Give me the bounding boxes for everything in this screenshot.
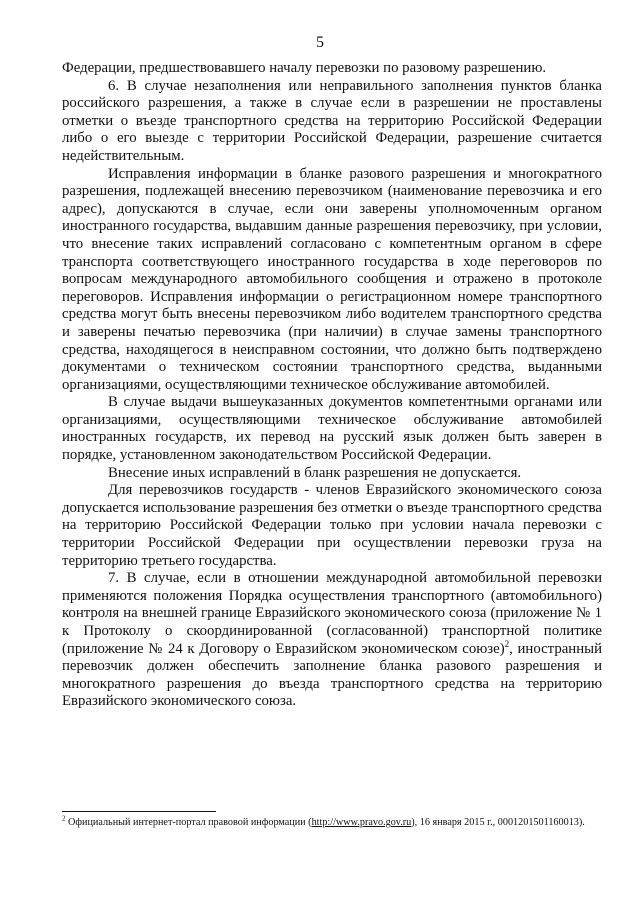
- paragraph-7: [62, 570, 602, 711]
- paragraph-other-corrections: Внесение иных исправлений в бланк разрешения не допускается.: [108, 464, 522, 481]
- paragraph-corrections: Исправления информации в бланке разового разрешения и многократного разрешения, подлежащей внесению перевозчиком (наименование перевозчика и его адрес), допускаются в случае, если они заверены уполномоченным органом иностранного государства, выдавшим данные разрешения перевозчику, при условии, что внесение таких исправлений согласовано с компетентным органом в сфере транспорта соответствующего иностранного государства в ходе переговоров по вопросам международного автомобильного сообщения и отражено в протоколе переговоров. Исправления информации о регистрационном номере транспортного средства могут быть внесены перевозчиком либо водителем транспортного средства и заверены печатью перевозчика (при наличии) в случае замены транспортного средства, находящегося в неисправном состоянии, что должно быть подтверждено документами о техническом состоянии транспортного средства, выданными организациями, осуществляющими техническое обслуживание автомобилей.: [62, 165, 602, 393]
- paragraph-7-text-end: , иностранный перевозчик должен обеспечить заполнение бланка разового разрешения и многократного разрешения до въезда транспортного средства на территорию Евразийского экономического союза.: [62, 640, 602, 710]
- footnote-separator: [62, 811, 216, 812]
- footnote-mark: 2: [62, 814, 66, 823]
- footnote-text-start: Официальный интернет-портал правовой информации (: [65, 817, 312, 828]
- footnote-reference[interactable]: 2: [504, 638, 510, 649]
- paragraph-eaeu-carriers: Для перевозчиков государств - членов Евразийского экономического союза допускается использование разрешения без отметки о въезде транспортного средства на территорию Российской Федерации только при условии начала перевозки с территории Российской Федерации при осуществлении перевозки груза на территорию третьего государства.: [62, 482, 602, 569]
- footnote: [62, 814, 608, 830]
- paragraph-6: 6. В случае незаполнения или неправильного заполнения пунктов бланка российского разрешения, а также в случае если в разрешении не проставлены отметки о въезде транспортного средства на территорию Российской Федерации либо о его выезде с территории Российской Федерации, разрешение считается недействительным.: [62, 77, 602, 164]
- document-body: [62, 60, 602, 711]
- paragraph-7-text-start: 7. В случае, если в отношении международной автомобильной перевозки применяются положения Порядка осуществления транспортного (автомобильного) контроля на внешней границе Евразийского экономического союза (приложение № 1 к Протоколу о скоординированной (согласованной) транспортной политике (приложение № 24 к Договору о Евразийском экономическом союзе): [62, 570, 602, 657]
- paragraph-continuation: Федерации, предшествовавшего началу перевозки по разовому разрешению.: [62, 60, 547, 76]
- footnote-text-end: ), 16 января 2015 г., 0001201501160013).: [411, 817, 585, 828]
- footnote-link[interactable]: http://www.pravo.gov.ru: [311, 817, 412, 828]
- page-number: 5: [316, 34, 324, 51]
- paragraph-translation: В случае выдачи вышеуказанных документов компетентными органами или организациями, осуществляющими техническое обслуживание автомобилей иностранных государств, их перевод на русский язык должен быть заверен в порядке, установленном законодательством Российской Федерации.: [62, 394, 602, 464]
